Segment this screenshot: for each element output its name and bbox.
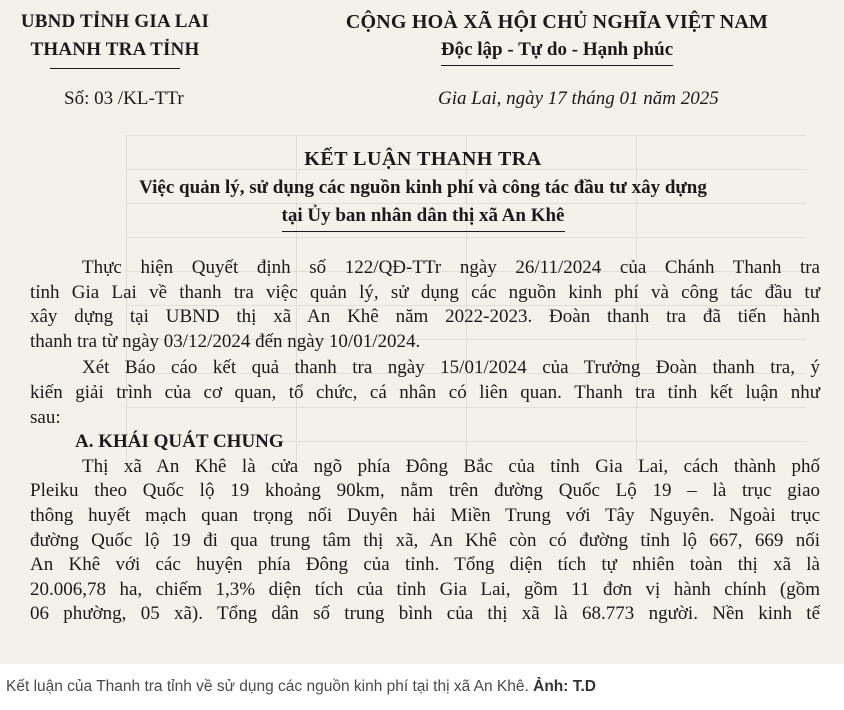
body-line: đường Quốc lộ 19 đi qua trung tâm thị xã, An Khê còn có đường tỉnh lộ 667, 669 nối bbox=[30, 529, 820, 551]
body-line: An Khê với các huyện phía Đông của tỉnh. Tổng diện tích tự nhiên toàn thị xã là bbox=[30, 554, 820, 576]
body-line: Pleiku theo Quốc lộ 19 khoảng 90km, nằm trên đường Quốc Lộ 19 – là trục giao bbox=[30, 480, 820, 502]
body-line: xây dựng tại UBND thị xã An Khê năm 2022-2023. Đoàn thanh tra đã tiến hành bbox=[30, 306, 820, 328]
body-line: Thực hiện Quyết định số 122/QĐ-TTr ngày 26/11/2024 của Chánh Thanh tra bbox=[82, 257, 820, 278]
caption-text: Kết luận của Thanh tra tỉnh về sử dụng các nguồn kinh phí tại thị xã An Khê. bbox=[6, 678, 529, 695]
agency-underline bbox=[50, 68, 180, 69]
national-title: CỘNG HOÀ XÃ HỘI CHỦ NGHĨA VIỆT NAM bbox=[345, 11, 769, 33]
body-line: 20.006,78 ha, chiếm 1,3% diện tích của tỉnh Gia Lai, gồm 11 đơn vị hành chính (gồm bbox=[30, 578, 820, 600]
agency-parent: UBND TỈNH GIA LAI bbox=[20, 11, 210, 32]
document-title-block bbox=[40, 144, 806, 232]
document-date: Gia Lai, ngày 17 tháng 01 năm 2025 bbox=[438, 88, 719, 109]
section-heading: A. KHÁI QUÁT CHUNG bbox=[75, 431, 284, 453]
national-header bbox=[322, 8, 792, 66]
body-line: sau: bbox=[30, 406, 61, 428]
body-line: thanh tra từ ngày 03/12/2024 đến ngày 10/01/2024. bbox=[30, 330, 421, 352]
body-line: 06 phường, 05 xã). Tổng dân số trung bình của thị xã là 68.773 người. Nền kinh tế bbox=[30, 603, 820, 625]
document-subtitle-line2: tại Ủy ban nhân dân thị xã An Khê bbox=[282, 202, 565, 232]
agency-name: THANH TRA TỈNH bbox=[30, 39, 200, 60]
document-number: Số: 03 /KL-TTr bbox=[64, 88, 184, 109]
national-motto: Độc lập - Tự do - Hạnh phúc bbox=[441, 36, 673, 66]
body-line: kiến giải trình của cơ quan, tổ chức, cá nhân có liên quan. Thanh tra tỉnh kết luận như bbox=[30, 381, 820, 403]
document-body bbox=[30, 256, 820, 627]
body-line: tỉnh Gia Lai về thanh tra việc quản lý, sử dụng các nguồn kinh phí và công tác đầu tư bbox=[30, 281, 820, 303]
caption-credit: Ảnh: T.D bbox=[533, 678, 596, 695]
document-subtitle-line1: Việc quản lý, sử dụng các nguồn kinh phí và công tác đầu tư xây dựng bbox=[139, 177, 707, 198]
body-line: thông huyết mạch quan trọng nối Duyên hải Miền Trung với Tây Nguyên. Ngoài trục bbox=[30, 504, 820, 526]
document-title: KẾT LUẬN THANH TRA bbox=[304, 148, 542, 170]
image-caption bbox=[6, 678, 836, 696]
body-line: Thị xã An Khê là cửa ngõ phía Đông Bắc của tỉnh Gia Lai, cách thành phố bbox=[82, 455, 820, 477]
body-line: Xét Báo cáo kết quả thanh tra ngày 15/01/2024 của Trưởng Đoàn thanh tra, ý bbox=[82, 357, 820, 379]
issuing-agency-block bbox=[10, 8, 220, 69]
